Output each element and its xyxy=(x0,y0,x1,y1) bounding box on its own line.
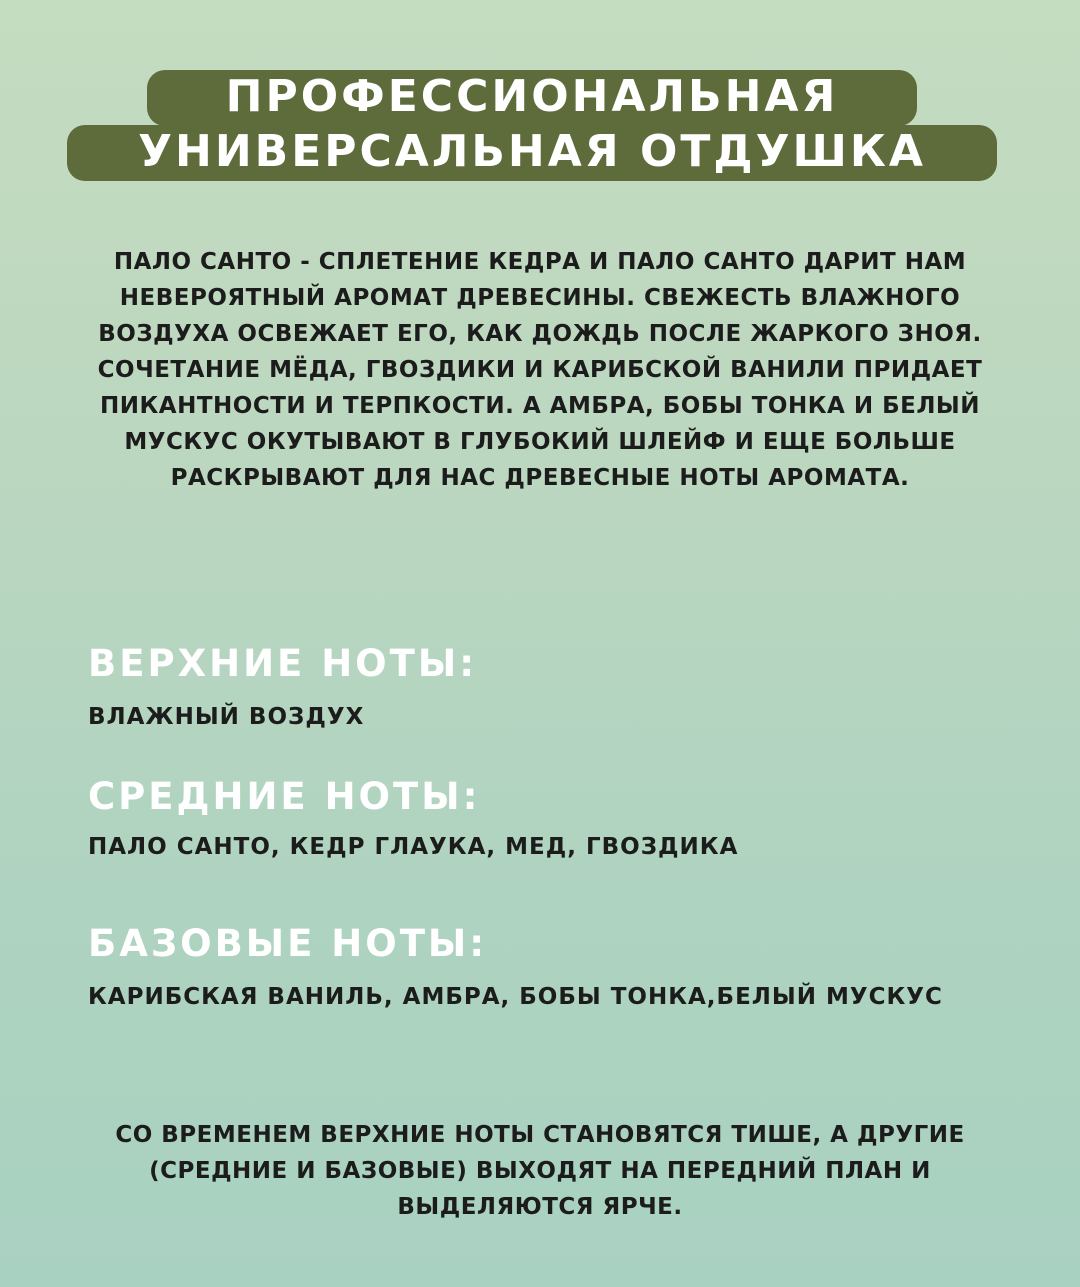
middle-notes-text: ПАЛО САНТО, КЕДР ГЛАУКА, МЕД, ГВОЗДИКА xyxy=(88,834,739,860)
top-notes-heading: ВЕРХНИЕ НОТЫ: xyxy=(88,642,478,685)
middle-notes-heading: СРЕДНИЕ НОТЫ: xyxy=(88,775,481,818)
base-notes-text: КАРИБСКАЯ ВАНИЛЬ, АМБРА, БОБЫ ТОНКА,БЕЛЫЙ МУСКУС xyxy=(88,984,943,1010)
base-notes-heading: БАЗОВЫЕ НОТЫ: xyxy=(88,922,488,965)
title-line-2: УНИВЕРСАЛЬНАЯ ОТДУШКА xyxy=(67,125,997,181)
top-notes-text: ВЛАЖНЫЙ ВОЗДУХ xyxy=(88,704,365,730)
outro-paragraph: СО ВРЕМЕНЕМ ВЕРХНИЕ НОТЫ СТАНОВЯТСЯ ТИШЕ, А ДРУГИЕ (СРЕДНИЕ И БАЗОВЫЕ) ВЫХОДЯТ НА ПЕРЕДНИЙ ПЛАН И ВЫДЕЛЯЮТСЯ ЯРЧЕ. xyxy=(115,1122,965,1220)
title-line-1: ПРОФЕССИОНАЛЬНАЯ xyxy=(147,70,917,126)
intro-paragraph: ПАЛО САНТО - СПЛЕТЕНИЕ КЕДРА И ПАЛО САНТО ДАРИТ НАМ НЕВЕРОЯТНЫЙ АРОМАТ ДРЕВЕСИНЫ. СВЕЖЕСТЬ ВЛАЖНОГО ВОЗДУХА ОСВЕЖАЕТ ЕГО, КАК ДОЖДЬ ПОСЛЕ ЖАРКОГО ЗНОЯ. СОЧЕТАНИЕ МЁДА, ГВОЗДИКИ И КАРИБСКОЙ ВАНИЛИ ПРИДАЕТ ПИКАНТНОСТИ И ТЕРПКОСТИ. А АМБРА, БОБЫ ТОНКА И БЕЛЫЙ МУСКУС ОКУТЫВАЮТ В ГЛУБОКИЙ ШЛЕЙФ И ЕЩЕ БОЛЬШЕ РАСКРЫВАЮТ ДЛЯ НАС ДРЕВЕСНЫЕ НОТЫ АРОМАТА. xyxy=(97,249,983,491)
